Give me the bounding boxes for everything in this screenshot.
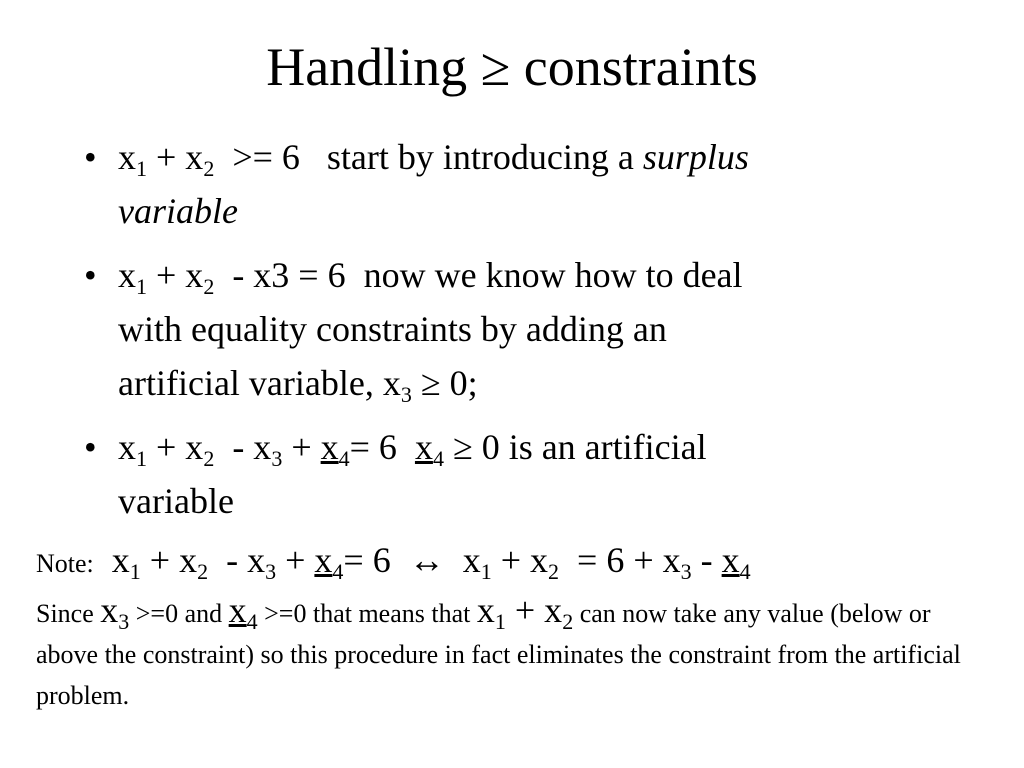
bullet-item-3	[84, 420, 938, 528]
para-part1: >=0 and	[135, 599, 223, 628]
note-line	[36, 538, 751, 586]
double-arrow-icon: ↔	[408, 540, 445, 580]
para-part2: >=0 that means that	[264, 599, 471, 628]
bullet-1-emphasis: surplus	[642, 137, 749, 177]
bullet-marker: •	[84, 255, 97, 295]
bullet-item-2	[84, 248, 938, 410]
note-label: Note:	[36, 549, 94, 578]
slide-title: Handling ≥ constraints	[266, 37, 758, 97]
note-rhs: $x_1 + x_2 = 6 + x_3 - x_4$	[462, 540, 751, 584]
bullet-1-emphasis-2: variable	[118, 191, 238, 231]
bullet-1-text: start by introducing a	[326, 137, 634, 177]
bullet-1-equation: $x_1 + x_2 >= 6$	[118, 137, 300, 181]
bullet-3-content: $x_1 + x_2 - x_3 + x_4= 6$ $x_4 \ge 0$ is an artificial variable	[118, 427, 707, 521]
para-since: Since	[36, 599, 94, 628]
para-part3: can now take any value (below or above the constraint) so this procedure in fact eliminates the constraint from the artificial problem.	[36, 599, 961, 710]
bullet-2-content: $x_1 + x_2 - x3 = 6$ now we know how to deal with equality constraints by adding an artificial variable, $x_3 \ge 0$;	[118, 255, 743, 407]
explanation-paragraph: Since $x_3 >=0$ and $x_4 >=0$ that means that $x_1 + x_2$ can now take any value (below or above the constraint) so this procedure in fact eliminates the constraint from the artificial problem.	[36, 590, 961, 710]
bullet-marker: •	[84, 427, 97, 467]
bullet-marker: •	[84, 137, 97, 177]
bullet-item-1	[84, 130, 938, 238]
note-lhs: $x_1 + x_2 - x_3 + x_4= 6$	[111, 540, 391, 584]
